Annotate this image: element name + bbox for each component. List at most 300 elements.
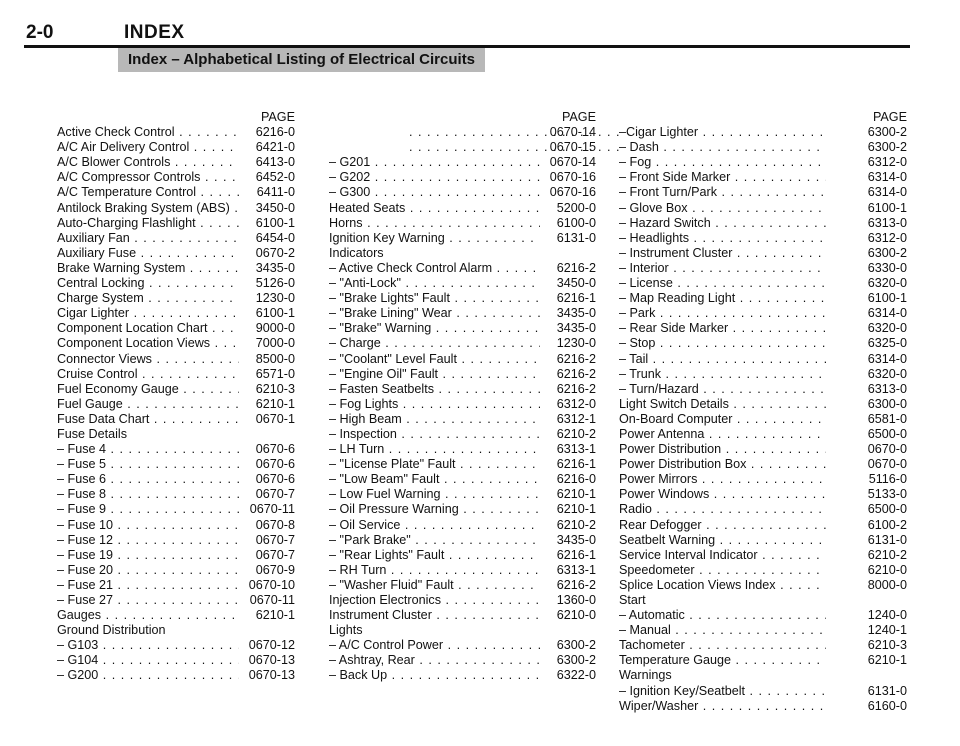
entry-label: – "Brake Lights" Fault . . . — [329, 291, 540, 306]
entry-label: – Instrument Cluster . . . — [619, 246, 826, 261]
entry-page: 6500-0 — [867, 426, 907, 441]
index-entry — [619, 397, 909, 412]
index-entry — [57, 533, 319, 548]
entry-label: Power Antenna . . . — [619, 427, 826, 442]
entry-label: – Rear Side Marker . . . — [619, 321, 826, 336]
entry-page: 3435-0 — [556, 306, 596, 321]
entry-page: 0670-0 — [867, 442, 907, 457]
entry-label: Power Distribution . . . — [619, 442, 826, 457]
entry-label: – "Rear Lights" Fault . . . — [329, 548, 540, 563]
entry-label: – Fuse 6 . . . — [57, 472, 239, 487]
entry-page: 5133-0 — [867, 487, 907, 502]
entry-label: – High Beam . . . — [329, 412, 540, 427]
index-entry — [329, 216, 614, 231]
entry-page: 5200-0 — [556, 200, 596, 215]
index-entry — [57, 548, 319, 563]
entry-label: – G202 . . . — [329, 170, 540, 185]
entry-label: – G200 . . . — [57, 668, 239, 683]
entry-label: Fuel Economy Gauge . . . — [57, 382, 239, 397]
entry-page: 6320-0 — [867, 276, 907, 291]
entry-page: 6500-0 — [867, 502, 907, 517]
entry-label: – Manual . . . — [619, 623, 826, 638]
entry-label: – Stop . . . — [619, 336, 826, 351]
entry-label: Start — [619, 593, 646, 607]
index-entry — [619, 533, 909, 548]
index-entry — [329, 608, 614, 623]
index-entry — [57, 306, 319, 321]
index-column-3 — [619, 110, 909, 714]
index-entry — [57, 487, 319, 502]
index-entry — [57, 518, 319, 533]
entry-page: 0670-6 — [255, 457, 295, 472]
index-entry — [329, 502, 614, 517]
entry-label: – "Anti-Lock" . . . — [329, 276, 540, 291]
entry-label: On-Board Computer . . . — [619, 412, 826, 427]
entry-page: 0670-10 — [248, 577, 295, 592]
entry-page: 0670-6 — [255, 472, 295, 487]
entry-page: 6454-0 — [255, 230, 295, 245]
index-entry — [619, 125, 909, 140]
index-entry — [57, 412, 319, 427]
entry-label: Rear Defogger . . . — [619, 518, 826, 533]
entry-label: Splice Location Views Index . . . — [619, 578, 826, 593]
page-header-label: PAGE — [561, 110, 596, 124]
index-entry — [619, 185, 909, 200]
index-entry — [57, 472, 319, 487]
entry-page: 6320-0 — [867, 321, 907, 336]
index-entry — [57, 170, 319, 185]
entry-page: 6312-0 — [867, 230, 907, 245]
entry-page: 0670-7 — [255, 547, 295, 562]
entry-label: – LH Turn . . . — [329, 442, 540, 457]
entry-page: 6210-2 — [867, 547, 907, 562]
entry-page: 8000-0 — [867, 577, 907, 592]
index-entry — [329, 201, 614, 216]
entry-page: 6210-2 — [556, 517, 596, 532]
entry-label: Instrument Cluster . . . — [329, 608, 540, 623]
entry-page: 6314-0 — [867, 170, 907, 185]
entry-page: 6413-0 — [255, 155, 295, 170]
entry-label: A/C Air Delivery Control . . . — [57, 140, 239, 155]
entry-label: – "Low Beam" Fault . . . — [329, 472, 540, 487]
entry-label: – Interior . . . — [619, 261, 826, 276]
index-column-1 — [57, 110, 319, 684]
entry-page: 5126-0 — [255, 276, 295, 291]
entry-page: 6100-1 — [867, 291, 907, 306]
page-header-label: PAGE — [260, 110, 295, 124]
entry-label: Tachometer . . . — [619, 638, 826, 653]
index-entry — [329, 291, 614, 306]
entry-label: Component Location Views . . . — [57, 336, 239, 351]
entry-page: 1240-0 — [867, 608, 907, 623]
index-entry — [329, 246, 614, 261]
entry-label: Cigar Lighter . . . — [57, 306, 239, 321]
entry-page: 3450-0 — [556, 276, 596, 291]
index-entry — [57, 608, 319, 623]
index-entry — [57, 427, 319, 442]
entry-label: – Fuse 27 . . . — [57, 593, 239, 608]
index-entry — [57, 457, 319, 472]
entry-page: 6300-2 — [867, 245, 907, 260]
index-entry — [57, 321, 319, 336]
entry-page: 0670-15 — [549, 140, 596, 155]
entry-label: – A/C Control Power . . . — [329, 638, 540, 653]
index-entry — [57, 578, 319, 593]
index-entry — [329, 231, 614, 246]
entry-label: – Charge . . . — [329, 336, 540, 351]
index-entry — [329, 185, 614, 200]
entry-page: 6100-1 — [255, 306, 295, 321]
index-entry — [57, 623, 319, 638]
index-entry — [329, 321, 614, 336]
entry-page: 6216-2 — [556, 366, 596, 381]
index-entry — [619, 140, 909, 155]
page-header-label: PAGE — [872, 110, 907, 124]
entry-page: 6300-2 — [867, 140, 907, 155]
entry-page: 0670-6 — [255, 442, 295, 457]
entry-label: Auxiliary Fan . . . — [57, 231, 239, 246]
page-number: 2-0 — [26, 22, 54, 43]
entry-page: 1240-1 — [867, 623, 907, 638]
entry-page: 0670-13 — [248, 653, 295, 668]
index-entry — [329, 487, 614, 502]
entry-page: 6314-0 — [867, 351, 907, 366]
entry-label: Power Distribution Box . . . — [619, 457, 826, 472]
entry-page: 6314-0 — [867, 306, 907, 321]
entry-label: Indicators — [329, 245, 384, 260]
entry-label: – Headlights . . . — [619, 231, 826, 246]
index-entry — [619, 306, 909, 321]
index-entry — [619, 216, 909, 231]
entry-page: 6216-1 — [556, 547, 596, 562]
index-entry — [329, 382, 614, 397]
index-entry — [57, 216, 319, 231]
entry-label: – Turn/Hazard . . . — [619, 382, 826, 397]
index-entry — [57, 382, 319, 397]
entry-page: 6210-1 — [867, 653, 907, 668]
entry-page: 3435-0 — [556, 532, 596, 547]
page-column-header — [57, 110, 319, 125]
index-entry — [57, 336, 319, 351]
page-title: INDEX — [124, 22, 185, 43]
entry-label: – Fuse 5 . . . — [57, 457, 239, 472]
entry-label: – Tail . . . — [619, 352, 826, 367]
entry-label: Cruise Control . . . — [57, 367, 239, 382]
index-entry — [57, 638, 319, 653]
entry-page: 6210-0 — [867, 562, 907, 577]
entry-page: 6313-1 — [556, 442, 596, 457]
entry-page: 6210-3 — [255, 381, 295, 396]
index-entry — [619, 261, 909, 276]
entry-page: 6100-1 — [867, 200, 907, 215]
entry-page: 6320-0 — [867, 366, 907, 381]
page-column-header — [619, 110, 909, 125]
entry-page: 6300-2 — [556, 638, 596, 653]
entry-label: – Fuse 8 . . . — [57, 487, 239, 502]
index-entry — [619, 336, 909, 351]
index-column-2 — [329, 110, 614, 684]
index-entry — [619, 608, 909, 623]
entry-label: – Fuse 21 . . . — [57, 578, 239, 593]
entry-label: – License . . . — [619, 276, 826, 291]
entry-label: – RH Turn . . . — [329, 563, 540, 578]
index-entry — [57, 397, 319, 412]
index-entry — [329, 306, 614, 321]
entry-label: Horns . . . — [329, 216, 540, 231]
index-entry — [57, 246, 319, 261]
entry-label: – Front Side Marker . . . — [619, 170, 826, 185]
entry-label: Power Mirrors . . . — [619, 472, 826, 487]
entry-page: 7000-0 — [255, 336, 295, 351]
index-entry — [57, 261, 319, 276]
entry-page: 0670-16 — [549, 185, 596, 200]
entry-label: Auto-Charging Flashlight . . . — [57, 216, 239, 231]
entry-label: – Hazard Switch . . . — [619, 216, 826, 231]
entry-page: 6300-0 — [867, 396, 907, 411]
entry-label: – Oil Pressure Warning . . . — [329, 502, 540, 517]
index-entry — [57, 668, 319, 683]
entry-label: Fuse Data Chart . . . — [57, 412, 239, 427]
entry-label: –Cigar Lighter . . . — [619, 125, 826, 140]
entry-page: 0670-11 — [249, 502, 295, 517]
index-entry — [619, 518, 909, 533]
index-entry — [619, 548, 909, 563]
entry-label: – Glove Box . . . — [619, 201, 826, 216]
index-entry — [57, 201, 319, 216]
entry-label: – G103 . . . — [57, 638, 239, 653]
entry-page: 1230-0 — [556, 336, 596, 351]
index-entry — [329, 578, 614, 593]
entry-page: 3435-0 — [556, 321, 596, 336]
entry-page: 6314-0 — [867, 185, 907, 200]
entry-page: 6210-1 — [556, 487, 596, 502]
index-entry — [57, 231, 319, 246]
index-entry — [619, 442, 909, 457]
index-entry — [57, 155, 319, 170]
entry-page: 6322-0 — [556, 668, 596, 683]
entry-page: 0670-1 — [255, 411, 295, 426]
index-entry — [619, 638, 909, 653]
entry-page: 0670-13 — [248, 668, 295, 683]
entry-label: Charge System . . . — [57, 291, 239, 306]
index-entry — [619, 352, 909, 367]
index-entry — [619, 578, 909, 593]
entry-page: 1360-0 — [556, 593, 596, 607]
entry-page: 0670-7 — [255, 532, 295, 547]
index-entry — [329, 653, 614, 668]
index-entry — [329, 457, 614, 472]
entry-page: 6312-0 — [556, 396, 596, 411]
entry-page: 6421-0 — [255, 140, 295, 155]
index-entry — [329, 276, 614, 291]
entry-label: Temperature Gauge . . . — [619, 653, 826, 668]
entry-label: – Ashtray, Rear . . . — [329, 653, 540, 668]
entry-label: A/C Temperature Control . . . — [57, 185, 239, 200]
index-entry — [57, 125, 319, 140]
index-entry — [57, 185, 319, 200]
entry-label: Fuel Gauge . . . — [57, 397, 239, 412]
entry-label: Connector Views . . . — [57, 352, 239, 367]
index-entry — [619, 427, 909, 442]
entry-label: Injection Electronics . . . — [329, 593, 540, 608]
index-entry — [619, 699, 909, 714]
entry-page: 6325-0 — [867, 336, 907, 351]
entry-page: 0670-12 — [248, 638, 295, 653]
entry-label: – Fuse 9 . . . — [57, 502, 239, 517]
entry-label: Active Check Control . . . — [57, 125, 239, 140]
entry-label: – Map Reading Light . . . — [619, 291, 826, 306]
entry-label: Fuse Details — [57, 426, 127, 441]
entry-page: 3450-0 — [255, 200, 295, 215]
index-entry — [57, 442, 319, 457]
index-entry — [329, 518, 614, 533]
entry-label: – G104 . . . — [57, 653, 239, 668]
entry-page: 0670-8 — [255, 517, 295, 532]
entry-label: – Oil Service . . . — [329, 518, 540, 533]
index-entry — [329, 548, 614, 563]
entry-page: 6313-0 — [867, 215, 907, 230]
index-entry — [329, 427, 614, 442]
entry-label: – Automatic . . . — [619, 608, 826, 623]
index-entry — [329, 125, 614, 140]
entry-page: 0670-0 — [867, 457, 907, 472]
index-entry — [329, 261, 614, 276]
entry-page: 6100-2 — [867, 517, 907, 532]
entry-label: – "Engine Oil" Fault . . . — [329, 367, 540, 382]
entry-page: 0670-14 — [549, 155, 596, 170]
entry-label: – Trunk . . . — [619, 367, 826, 382]
entry-label: Component Location Chart . . . — [57, 321, 239, 336]
entry-label: – Fog Lights . . . — [329, 397, 540, 412]
entry-page: 6210-1 — [255, 396, 295, 411]
entry-label: Speedometer . . . — [619, 563, 826, 578]
index-entry — [619, 276, 909, 291]
section-banner: Index – Alphabetical Listing of Electrical Circuits — [118, 48, 485, 72]
entry-page: 6210-3 — [867, 638, 907, 653]
index-entry — [619, 367, 909, 382]
index-entry — [619, 487, 909, 502]
index-entry — [57, 653, 319, 668]
entry-page: 0670-9 — [255, 562, 295, 577]
index-entry — [329, 533, 614, 548]
entry-page: 6210-0 — [556, 608, 596, 623]
entry-label: A/C Compressor Controls . . . — [57, 170, 239, 185]
entry-label: – Fuse 4 . . . — [57, 442, 239, 457]
entry-page: 6131-0 — [867, 683, 907, 698]
index-entry — [329, 155, 614, 170]
index-entry — [619, 457, 909, 472]
index-entry — [57, 276, 319, 291]
index-entry — [329, 442, 614, 457]
entry-page: 6313-1 — [556, 562, 596, 577]
index-entry — [329, 170, 614, 185]
entry-label: – "Coolant" Level Fault . . . — [329, 352, 540, 367]
entry-page: 6571-0 — [255, 366, 295, 381]
entry-page: 6216-2 — [556, 260, 596, 275]
entry-label: – G300 . . . — [329, 185, 540, 200]
entry-page: 6216-2 — [556, 577, 596, 592]
page-column-header — [329, 110, 614, 125]
entry-label: – Active Check Control Alarm . . . — [329, 261, 540, 276]
index-entry — [619, 472, 909, 487]
index-entry — [329, 336, 614, 351]
entry-page: 6300-2 — [556, 653, 596, 668]
entry-page: 0670-11 — [249, 593, 295, 607]
entry-label: Ignition Key Warning . . . — [329, 231, 540, 246]
index-entry — [57, 140, 319, 155]
entry-page: 6216-0 — [255, 125, 295, 140]
entry-page: 6300-2 — [867, 125, 907, 140]
entry-page: 6216-0 — [556, 472, 596, 487]
entry-label: – Fog . . . — [619, 155, 826, 170]
index-entry — [57, 367, 319, 382]
entry-label: Power Windows . . . — [619, 487, 826, 502]
entry-page: 5116-0 — [868, 472, 907, 487]
index-entry — [57, 502, 319, 517]
index-entry — [329, 140, 614, 155]
entry-label: – Fuse 20 . . . — [57, 563, 239, 578]
index-entry — [619, 502, 909, 517]
entry-label: – Dash . . . — [619, 140, 826, 155]
entry-label: – "Park Brake" . . . — [329, 533, 540, 548]
entry-page: 6131-0 — [556, 230, 596, 245]
entry-page: 6131-0 — [867, 532, 907, 547]
entry-label: Auxiliary Fuse . . . — [57, 246, 239, 261]
index-entry — [619, 623, 909, 638]
entry-label: Brake Warning System . . . — [57, 261, 239, 276]
entry-label: Warnings — [619, 668, 672, 683]
index-entry — [329, 352, 614, 367]
entry-label: Heated Seats . . . — [329, 201, 540, 216]
entry-page: 6210-1 — [255, 608, 295, 623]
entry-page: 0670-16 — [549, 170, 596, 185]
entry-page: 6411-0 — [256, 185, 295, 200]
entry-label: Antilock Braking System (ABS) . . . — [57, 201, 239, 216]
entry-page: 6313-0 — [867, 381, 907, 396]
index-entry — [619, 593, 909, 608]
entry-label: – Inspection . . . — [329, 427, 540, 442]
index-entry — [329, 668, 614, 683]
entry-page: 6160-0 — [867, 698, 907, 713]
index-entry — [619, 201, 909, 216]
entry-page: 6100-1 — [255, 215, 295, 230]
index-entry — [619, 246, 909, 261]
entry-label: – "License Plate" Fault . . . — [329, 457, 540, 472]
entry-label: – "Brake" Warning . . . — [329, 321, 540, 336]
entry-page: 6216-1 — [556, 457, 596, 472]
entry-page: 6216-2 — [556, 351, 596, 366]
index-entry — [329, 593, 614, 608]
entry-label: Lights — [329, 623, 363, 638]
entry-page: 6312-1 — [556, 411, 596, 426]
entry-page: 0670-2 — [255, 245, 295, 260]
entry-label: Radio . . . — [619, 502, 826, 517]
entry-label: Central Locking . . . — [57, 276, 239, 291]
entry-page: 6100-0 — [556, 215, 596, 230]
entry-page: 6581-0 — [867, 411, 907, 426]
entry-label: – G201 . . . — [329, 155, 540, 170]
index-entry — [619, 170, 909, 185]
entry-page: 6210-1 — [556, 502, 596, 517]
entry-label: Seatbelt Warning . . . — [619, 533, 826, 548]
entry-label: – Ignition Key/Seatbelt . . . — [619, 684, 826, 699]
entry-page: 9000-0 — [255, 321, 295, 336]
entry-page: 6330-0 — [867, 260, 907, 275]
entry-label: Wiper/Washer . . . — [619, 699, 826, 714]
index-entry — [619, 382, 909, 397]
index-entry — [619, 231, 909, 246]
entry-page: 3435-0 — [255, 260, 295, 275]
